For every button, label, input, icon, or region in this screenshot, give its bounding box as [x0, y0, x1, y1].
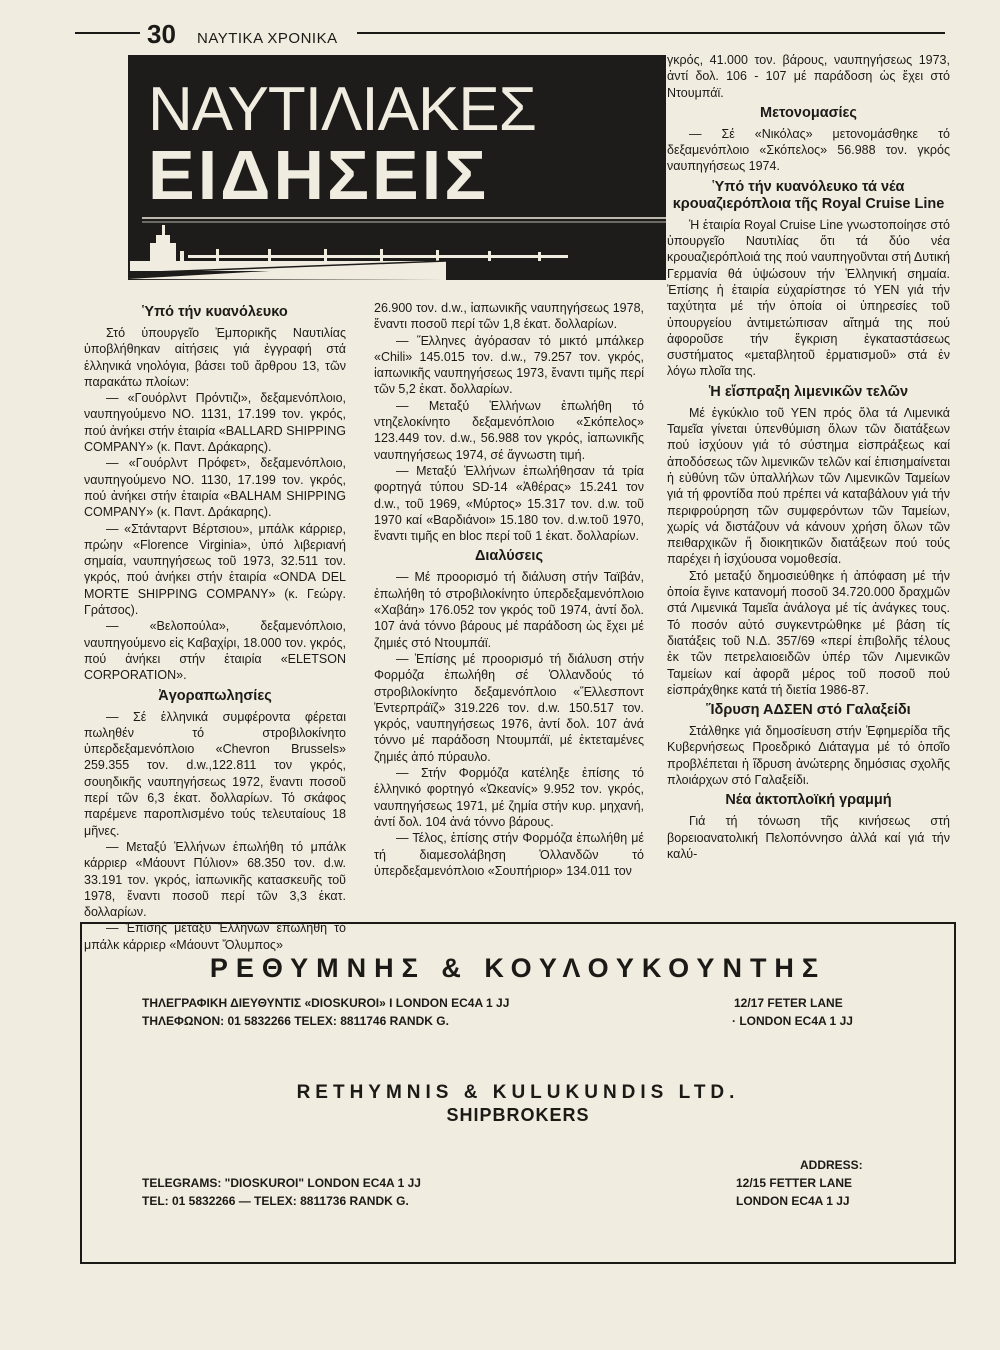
section-banner	[128, 55, 666, 280]
ad-greek-phone-line: ΤΗΛΕΦΩΝΟΝ: 01 5832266 TELEX: 8811746 RANDK G.	[142, 1014, 449, 1028]
heading-scrapping: Διαλύσεις	[474, 548, 544, 565]
paragraph: — Στήν Φορμόζα κατέληξε ἐπίσης τό ἑλληνικό φορτηγό «Ὠκεανίς» 9.952 τον. γκρός, ναυπηγήσεως 1971, μέ ζημία στήν κυρ. μηχανή, ἀντί δολ. 104 ἀνά τόννο βάρους.	[374, 766, 644, 829]
paragraph: — Ἐπίσης μεταξύ Ἑλλήνων ἐπωλήθη τό μπάλκ κάρριερ «Μάουντ Ὄλυμπος»	[84, 921, 346, 952]
heading-sales: Ἀγοραπωλησίες	[158, 687, 272, 704]
ad-greek-company-name: ΡΕΘΥΜΝΗΣ & ΚΟΥΛΟΥΚΟΥΝΤΗΣ	[209, 953, 827, 983]
ad-english-subtitle: SHIPBROKERS	[446, 1105, 590, 1125]
paragraph: — «Στάνταρντ Βέρτσιου», μπάλκ κάρριερ, πρώην «Florence Virginia», ὑπό λιβεριανή σημαία, ναυπηγήσεως τοῦ 1973, 32.511 τον. γκρός, πού ἀνήκει στήν ἑταιρία «ONDA DEL MORTE SHIPPING COMPANY» (κ. Γεώργ. Γράτσος).	[84, 521, 346, 618]
heading-renamings: Μετονομασίες	[760, 104, 857, 121]
paragraph: — Μέ προορισμό τή διάλυση στήν Ταϊβάν, ἐπωλήθη τό στροβιλοκίνητο ὑπερδεξαμενόπλοιο «Χαβάη» 176.052 τον γκρός τοῦ 1974, ἀντί δολ. 107 ἀνά τόννο βάρους μέ παράδοση ὡς ἔχει μέ ζημιές στό Ντουμπάϊ.	[374, 570, 644, 650]
paragraph: — «Βελοπούλα», δεξαμενόπλοιο, ναυπηγούμενο εἰς Καβαχίρι, 18.000 τον. γκρός, πού ἀνήκει στήν ἑταιρία «ELETSON CORPORATION».	[84, 619, 346, 683]
heading-port-fees: Ἡ εἴσπραξη λιμενικῶν τελῶν	[708, 383, 909, 400]
column-right	[667, 52, 950, 862]
advertisement-box	[80, 922, 956, 1264]
ad-english-telegram-line: TELEGRAMS: "DIOSKUROI" LONDON EC4A 1 JJ	[142, 1176, 421, 1190]
paragraph: Στό μεταξύ δημοσιεύθηκε ἡ ἀπόφαση μέ τήν ὁποία ἔγινε κατανομή ποσοῦ 34.720.000 δραχμῶν στά Λιμενικά Ταμεῖα ἀνάλογα μέ τίς ἀνάγκες τους. Τό ποσόν αὐτό συγκεντρώθηκε μέ βάση τίς διατάξεις τοῦ Ν.Δ. 357/69 «περί ἐπιβολῆς τέλους ἐκ τῶν πετρελαιοειδῶν ὑπέρ τῶν Λιμενικῶν Ταμείων καί ἀφορᾶ μέρος τοῦ ποσοῦ πού εἰσπράχθηκε κατά τή διετία 1986-87.	[667, 568, 950, 697]
paragraph: Μέ ἐγκύκλιο τοῦ ΥΕΝ πρός ὅλα τά Λιμενικά Ταμεῖα γίνεται ὑπενθύμιση ὅλων τῶν διατάξεων πού ἰσχύουν γιά τό σύστημα εἰσπράξεως καί ἀποδόσεως τῶν λιμενικῶν τελῶν καί ἐπισημαίνεται ἡ εὐθύνη τῶν ὑπαλλήλων τῶν Λιμενικῶν Ταμείων γιά τή φροντίδα πού πρέπει νά καταβάλουν γιά τήν περιφρούρηση τῶν συμφερόντων τῶν Ταμείων, χωρίς νά διστάζουν νά κάνουν χρήση ὅλων τῶν πειθαρχικῶν ἤ διοικητικῶν διατάξεων πού τούς παρέχει ἡ ἰσχύουσα νομοθεσία.	[667, 405, 950, 567]
banner-title-line1: ΝΑΥΤΙΛΙΑΚΕΣ	[148, 75, 537, 144]
paragraph: — «Γουόρλντ Πρόντιζι», δεξαμενόπλοιο, ναυπηγούμενο ΝΟ. 1131, 17.199 τον. γκρός, πού ἀνήκει στήν ἑταιρία «BALLARD SHIPPING COMPANY» (κ. Παντ. Δράκαρης).	[84, 391, 346, 455]
paragraph: γκρός, 41.000 τον. βάρους, ναυπηγήσεως 1973, ἀντί δολ. 106 - 107 μέ παράδοση ὡς ἔχει στό Ντουμπάϊ.	[667, 53, 950, 100]
ad-english-address-label: ADDRESS:	[800, 1158, 863, 1172]
ad-greek-telegram-line: ΤΗΛΕΓΡΑΦΙΚΗ ΔΙΕΥΘΥΝΤΙΣ «DIOSKUROI» I LONDON EC4A 1 JJ	[142, 996, 510, 1010]
column-left	[84, 300, 346, 953]
tanker-ship-illustration	[128, 55, 666, 280]
paragraph: Στό ὑπουργεῖο Ἐμπορικῆς Ναυτιλίας ὑποβλήθηκαν αἰτήσεις γιά ἐγγραφή στά ἑλληνικά νηολόγια, βάσει τοῦ ἄρθρου 13, τῶν παρακάτω πλοίων:	[84, 326, 346, 389]
paragraph: — Σέ ἑλληνικά συμφέροντα φέρεται πωληθέν τό στροβιλοκίνητο ὑπερδεξαμενόπλοιο «Chevron Brussels» 259.355 τον. d.w.,122.811 τον γκρός, σουηδικῆς ναυπηγήσεως 1972, ἔναντι ποσοῦ περί τῶν 6,3 ἑκατ. δολλαρίων. Τό σκάφος παρέμενε παροπλισμένο τούς τελευταίους 18 μῆνες.	[84, 709, 346, 838]
page-header	[75, 18, 945, 52]
ad-greek-address-line2: · LONDON EC4A 1 JJ	[732, 1014, 853, 1028]
header-rule-right	[357, 32, 945, 34]
heading-royal-cruise: Ὑπό τήν κυανόλευκο τά νέα κρουαζιερόπλοια τῆς Royal Cruise Line	[672, 178, 945, 212]
heading-coastal-line: Νέα ἀκτοπλοϊκή γραμμή	[725, 792, 892, 809]
page-number: 30	[147, 19, 176, 49]
ad-english-address-line1: 12/15 FETTER LANE	[736, 1176, 853, 1190]
banner-title-line2: ΕΙΔΗΣΕΙΣ	[148, 136, 490, 214]
header-rule-left	[75, 32, 140, 34]
heading-under-flag: Ὑπό τήν κυανόλευκο	[142, 304, 288, 320]
paragraph: Στάλθηκε γιά δημοσίευση στήν Ἐφημερίδα τῆς Κυβερνήσεως Προεδρικό Διάταγμα μέ τό ὁποῖο προβλέπεται ἡ ἵδρυση ἀνώτερης δημόσιας σχολῆς πλοιάρχων στό Γαλαξείδι.	[667, 724, 950, 787]
paragraph: — Μεταξύ Ἑλλήνων ἐπωλήθησαν τά τρία φορτηγά τύπου SD-14 «Ἀθέρας» 15.241 τον d.w., τοῦ 1969, «Μύρτος» 15.317 τον. d.w. τοῦ 1970 καί «Βαρδιάνοι» 15.180 τον. d.w.τοῦ 1970, ἔναντι τιμῆς en bloc περί τοῦ 1 ἑκατ. δολλαρίων.	[374, 463, 644, 544]
ad-greek-address-line1: 12/17 FETER LANE	[734, 996, 843, 1010]
column-middle	[374, 300, 644, 879]
paragraph: — Ἕλληνες ἀγόρασαν τό μικτό μπάλκερ «Chili» 145.015 τον. d.w., 79.257 τον. γκρός, ἰαπωνικῆς ναυπηγήσεως 1973, ἔναντι τιμῆς περί τῶν 5,2 ἑκατ. δολλαρίων.	[374, 333, 644, 397]
paragraph: Γιά τή τόνωση τῆς κινήσεως στή βορειοανατολική Πελοπόννησο ἀλλά καί γιά τήν καλύ-	[667, 814, 950, 861]
paragraph: — Μεταξύ Ἑλλήνων ἐπωλήθη τό μπάλκ κάρριερ «Μάουντ Πύλιον» 68.350 τον. d.w. 33.191 τον. γκρός, ἰαπωνικῆς κατασκευῆς τοῦ 1978, ἔναντι ποσοῦ περί τῶν 3,3 ἑκατ. δολλαρίων.	[84, 839, 346, 920]
ad-english-company-name: RETHYMNIS & KULUKUNDIS LTD.	[296, 1082, 740, 1103]
paragraph: — Μεταξύ Ἑλλήνων ἐπωλήθη τό ντηζελοκίνητο δεξαμενόπλοιο «Σκόπελος» 123.449 τον. d.w., 56.988 τον γκρός, ἰαπωνικῆς ναυπηγήσεως 1974, σέ ἄγνωστη τιμή.	[374, 398, 644, 462]
paragraph: — Ἐπίσης μέ προορισμό τή διάλυση στήν Φορμόζα ἐπωλήθη σέ Ὁλλανδούς τό στροβιλοκίνητο δεξαμενόπλοιο «Ἕλλεσποντ Ἐντερπράϊζ» 319.226 τον. d.w. 150.517 τον. γκρός, ναυπηγήσεως 1976, ἀντί δολ. 107 ἀνά τόννο μέ παράδοση Ντουμπάϊ, μέ ἐκτεταμένες ζημιές ἀπό πύραυλο.	[374, 651, 644, 764]
magazine-title: ΝΑΥΤΙΚΑ ΧΡΟΝΙΚΑ	[197, 30, 338, 47]
paragraph: Ἡ ἑταιρία Royal Cruise Line γνωστοποίησε στό ὑπουργεῖο Ναυτιλίας ὅτι τά δύο νέα κρουαζιερόπλοιά της πού ναυπηγοῦνται στή Δυτική Γερμανία θά ὑψώσουν τήν Ἑλληνική σημαία. Ἐπίσης ἡ ἑταιρία εὐχαρίστησε τό ΥΕΝ γιά τήν ταχύτητα μέ τήν ὁποία οἱ ὑπηρεσίες τοῦ ὑπουργείου ἀντιμετώπισαν αἴτημά της πού ἀφοροῦσε τήν ἔγκριση ἐγκαταστάσεως συστήματος «μεταβλητοῦ ἐρματισμοῦ» στά ἐν λόγω πλοῖα της.	[667, 217, 951, 379]
ad-english-address-line2: LONDON EC4A 1 JJ	[736, 1194, 850, 1208]
heading-adsen: Ἵδρυση ΑΔΣΕΝ στό Γαλαξείδι	[706, 702, 911, 719]
paragraph: — Σέ «Νικόλας» μετονομάσθηκε τό δεξαμενόπλοιο «Σκόπελος» 56.988 τον. γκρός ναυπηγήσεως 1974.	[667, 126, 950, 174]
paragraph: — «Γουόρλντ Πρόφετ», δεξαμενόπλοιο, ναυπηγούμενο ΝΟ. 1130, 17.199 τον. γκρός, πού ἀνήκει στήν ἑταιρία «BALHAM SHIPPING COMPANY» (κ. Παντ. Δράκαρης).	[84, 456, 346, 520]
paragraph: 26.900 τον. d.w., ἰαπωνικῆς ναυπηγήσεως 1978, ἔναντι ποσοῦ περί τῶν 1,8 ἑκατ. δολλαρίων.	[374, 301, 644, 332]
paragraph: — Τέλος, ἐπίσης στήν Φορμόζα ἐπωλήθη μέ τή διαμεσολάβηση Ὁλλανδῶν τό ὑπερδεξαμενόπλοιο «Σουπήριορ» 134.011 τον	[374, 831, 644, 878]
ad-english-phone-line: TEL: 01 5832266 — TELEX: 8811736 RANDK G.	[142, 1194, 409, 1208]
